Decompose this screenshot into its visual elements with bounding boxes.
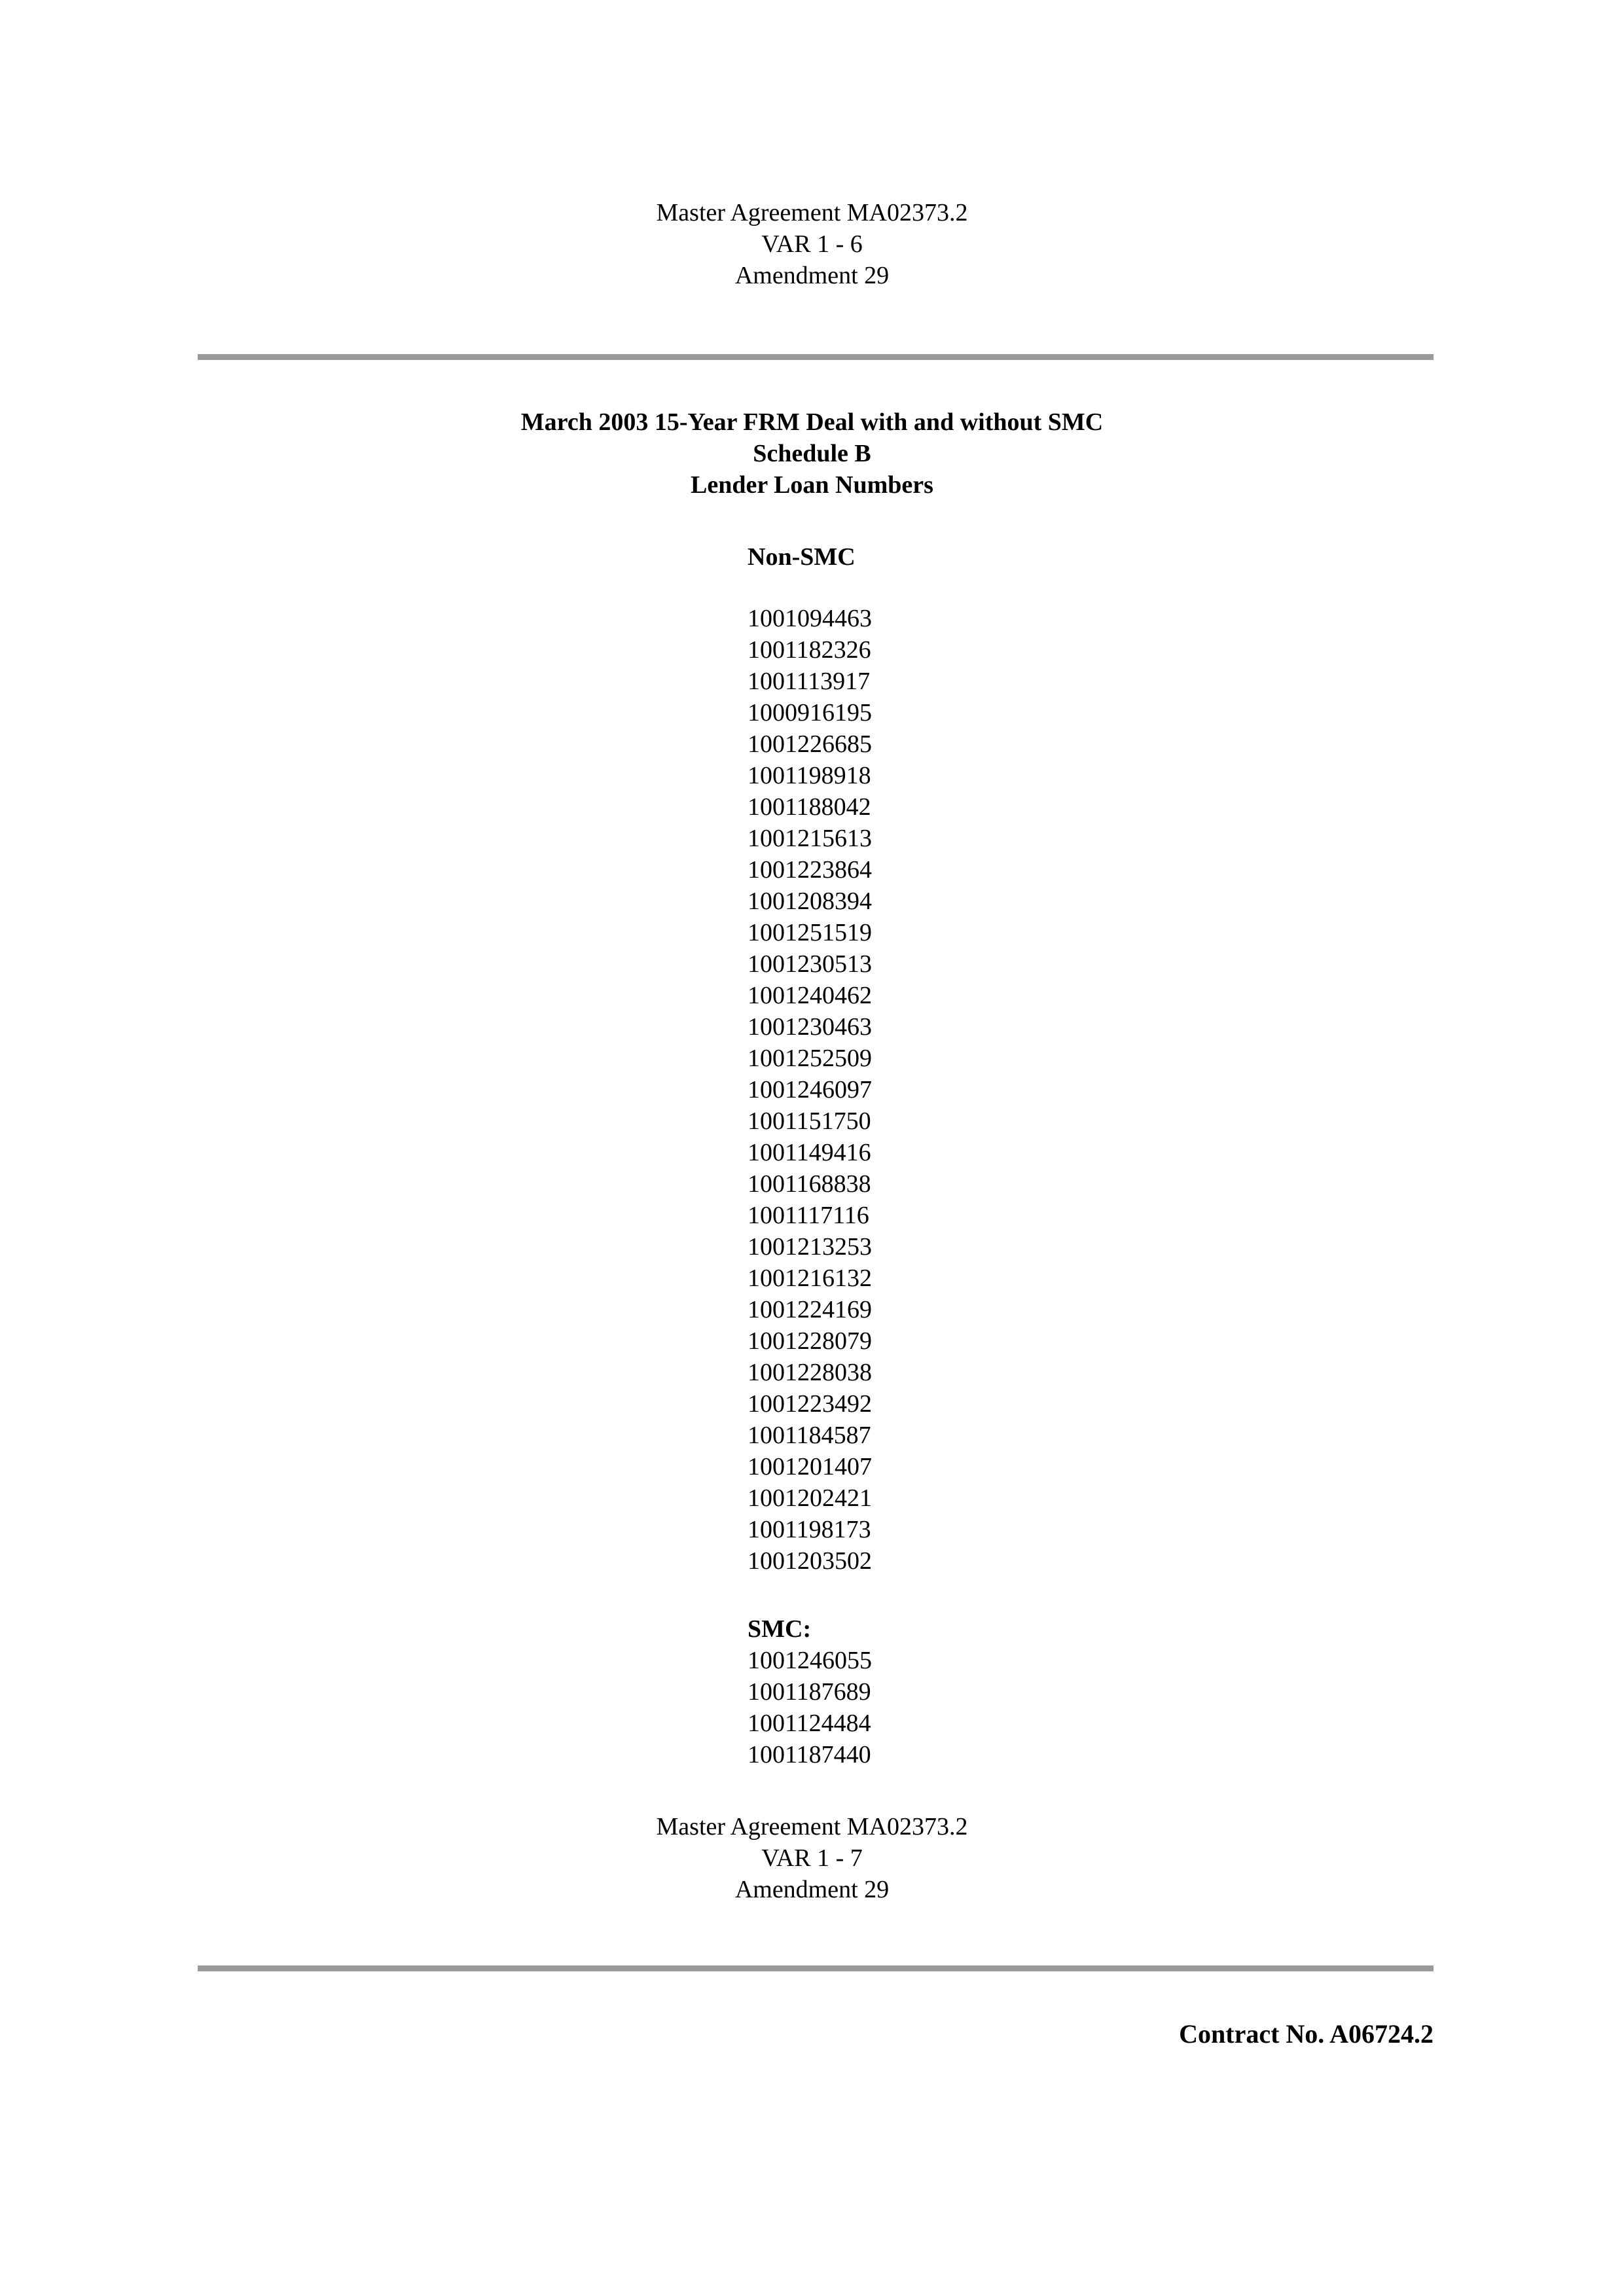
loan-number: 1001226685 — [748, 730, 872, 758]
list-title: Lender Loan Numbers — [691, 471, 933, 499]
loan-number: 1001246055 — [748, 1647, 872, 1674]
loan-number: 1001216132 — [748, 1265, 872, 1292]
loan-number: 1001228079 — [748, 1327, 872, 1355]
loan-number: 1001188042 — [748, 793, 871, 821]
document-title — [0, 406, 1624, 501]
master-agreement-label: Master Agreement MA02373.2 — [656, 1813, 968, 1840]
amendment-label: Amendment 29 — [734, 1876, 890, 1903]
deal-title: March 2003 15-Year FRM Deal with and without SMC — [520, 408, 1104, 436]
loan-number: 1001187689 — [748, 1678, 871, 1706]
loan-number: 1001215613 — [748, 825, 872, 852]
loan-number: 1000916195 — [748, 699, 872, 726]
loan-number: 1001213253 — [748, 1233, 872, 1261]
loan-number: 1001223492 — [748, 1390, 872, 1418]
loan-number: 1001223864 — [748, 856, 872, 884]
smc-loan-list — [748, 1645, 872, 1770]
loan-number: 1001117116 — [748, 1202, 869, 1229]
loan-number: 1001246097 — [748, 1076, 872, 1103]
loan-number: 1001198173 — [748, 1516, 871, 1543]
loan-number: 1001202421 — [748, 1484, 872, 1512]
loan-number: 1001113917 — [748, 668, 871, 695]
loan-number: 1001224169 — [748, 1296, 872, 1323]
loan-number: 1001094463 — [748, 605, 872, 632]
loan-number: 1001184587 — [748, 1422, 871, 1449]
loan-number: 1001228038 — [748, 1359, 872, 1386]
loan-number: 1001208394 — [748, 888, 872, 915]
non-smc-heading: Non-SMC — [748, 543, 856, 571]
loan-number: 1001203502 — [748, 1547, 872, 1575]
loan-number: 1001252509 — [748, 1045, 872, 1072]
contract-number: Contract No. A06724.2 — [1179, 2019, 1434, 2049]
amendment-label: Amendment 29 — [734, 262, 890, 289]
loan-number: 1001187440 — [748, 1741, 871, 1768]
master-agreement-label: Master Agreement MA02373.2 — [656, 199, 968, 226]
loan-number: 1001201407 — [748, 1453, 872, 1480]
page-header-top — [0, 197, 1624, 291]
loan-number: 1001182326 — [748, 636, 871, 664]
loan-number: 1001168838 — [748, 1170, 871, 1198]
var-page-label: VAR 1 - 6 — [761, 230, 863, 258]
loan-number: 1001124484 — [748, 1710, 871, 1737]
footer-divider — [198, 1965, 1434, 1971]
var-page-label: VAR 1 - 7 — [761, 1844, 863, 1872]
loan-number: 1001149416 — [748, 1139, 871, 1166]
loan-number: 1001240462 — [748, 982, 872, 1009]
smc-section — [748, 1613, 872, 1770]
loan-number: 1001230513 — [748, 950, 872, 978]
loan-number: 1001251519 — [748, 919, 872, 946]
smc-heading: SMC: — [748, 1615, 812, 1643]
loan-number: 1001230463 — [748, 1013, 872, 1041]
non-smc-section — [748, 541, 856, 573]
loan-number: 1001151750 — [748, 1107, 871, 1135]
schedule-title: Schedule B — [753, 440, 871, 467]
non-smc-loan-list — [748, 603, 872, 1577]
page-header-bottom — [0, 1811, 1624, 1905]
loan-number: 1001198918 — [748, 762, 871, 789]
header-divider — [198, 354, 1434, 360]
